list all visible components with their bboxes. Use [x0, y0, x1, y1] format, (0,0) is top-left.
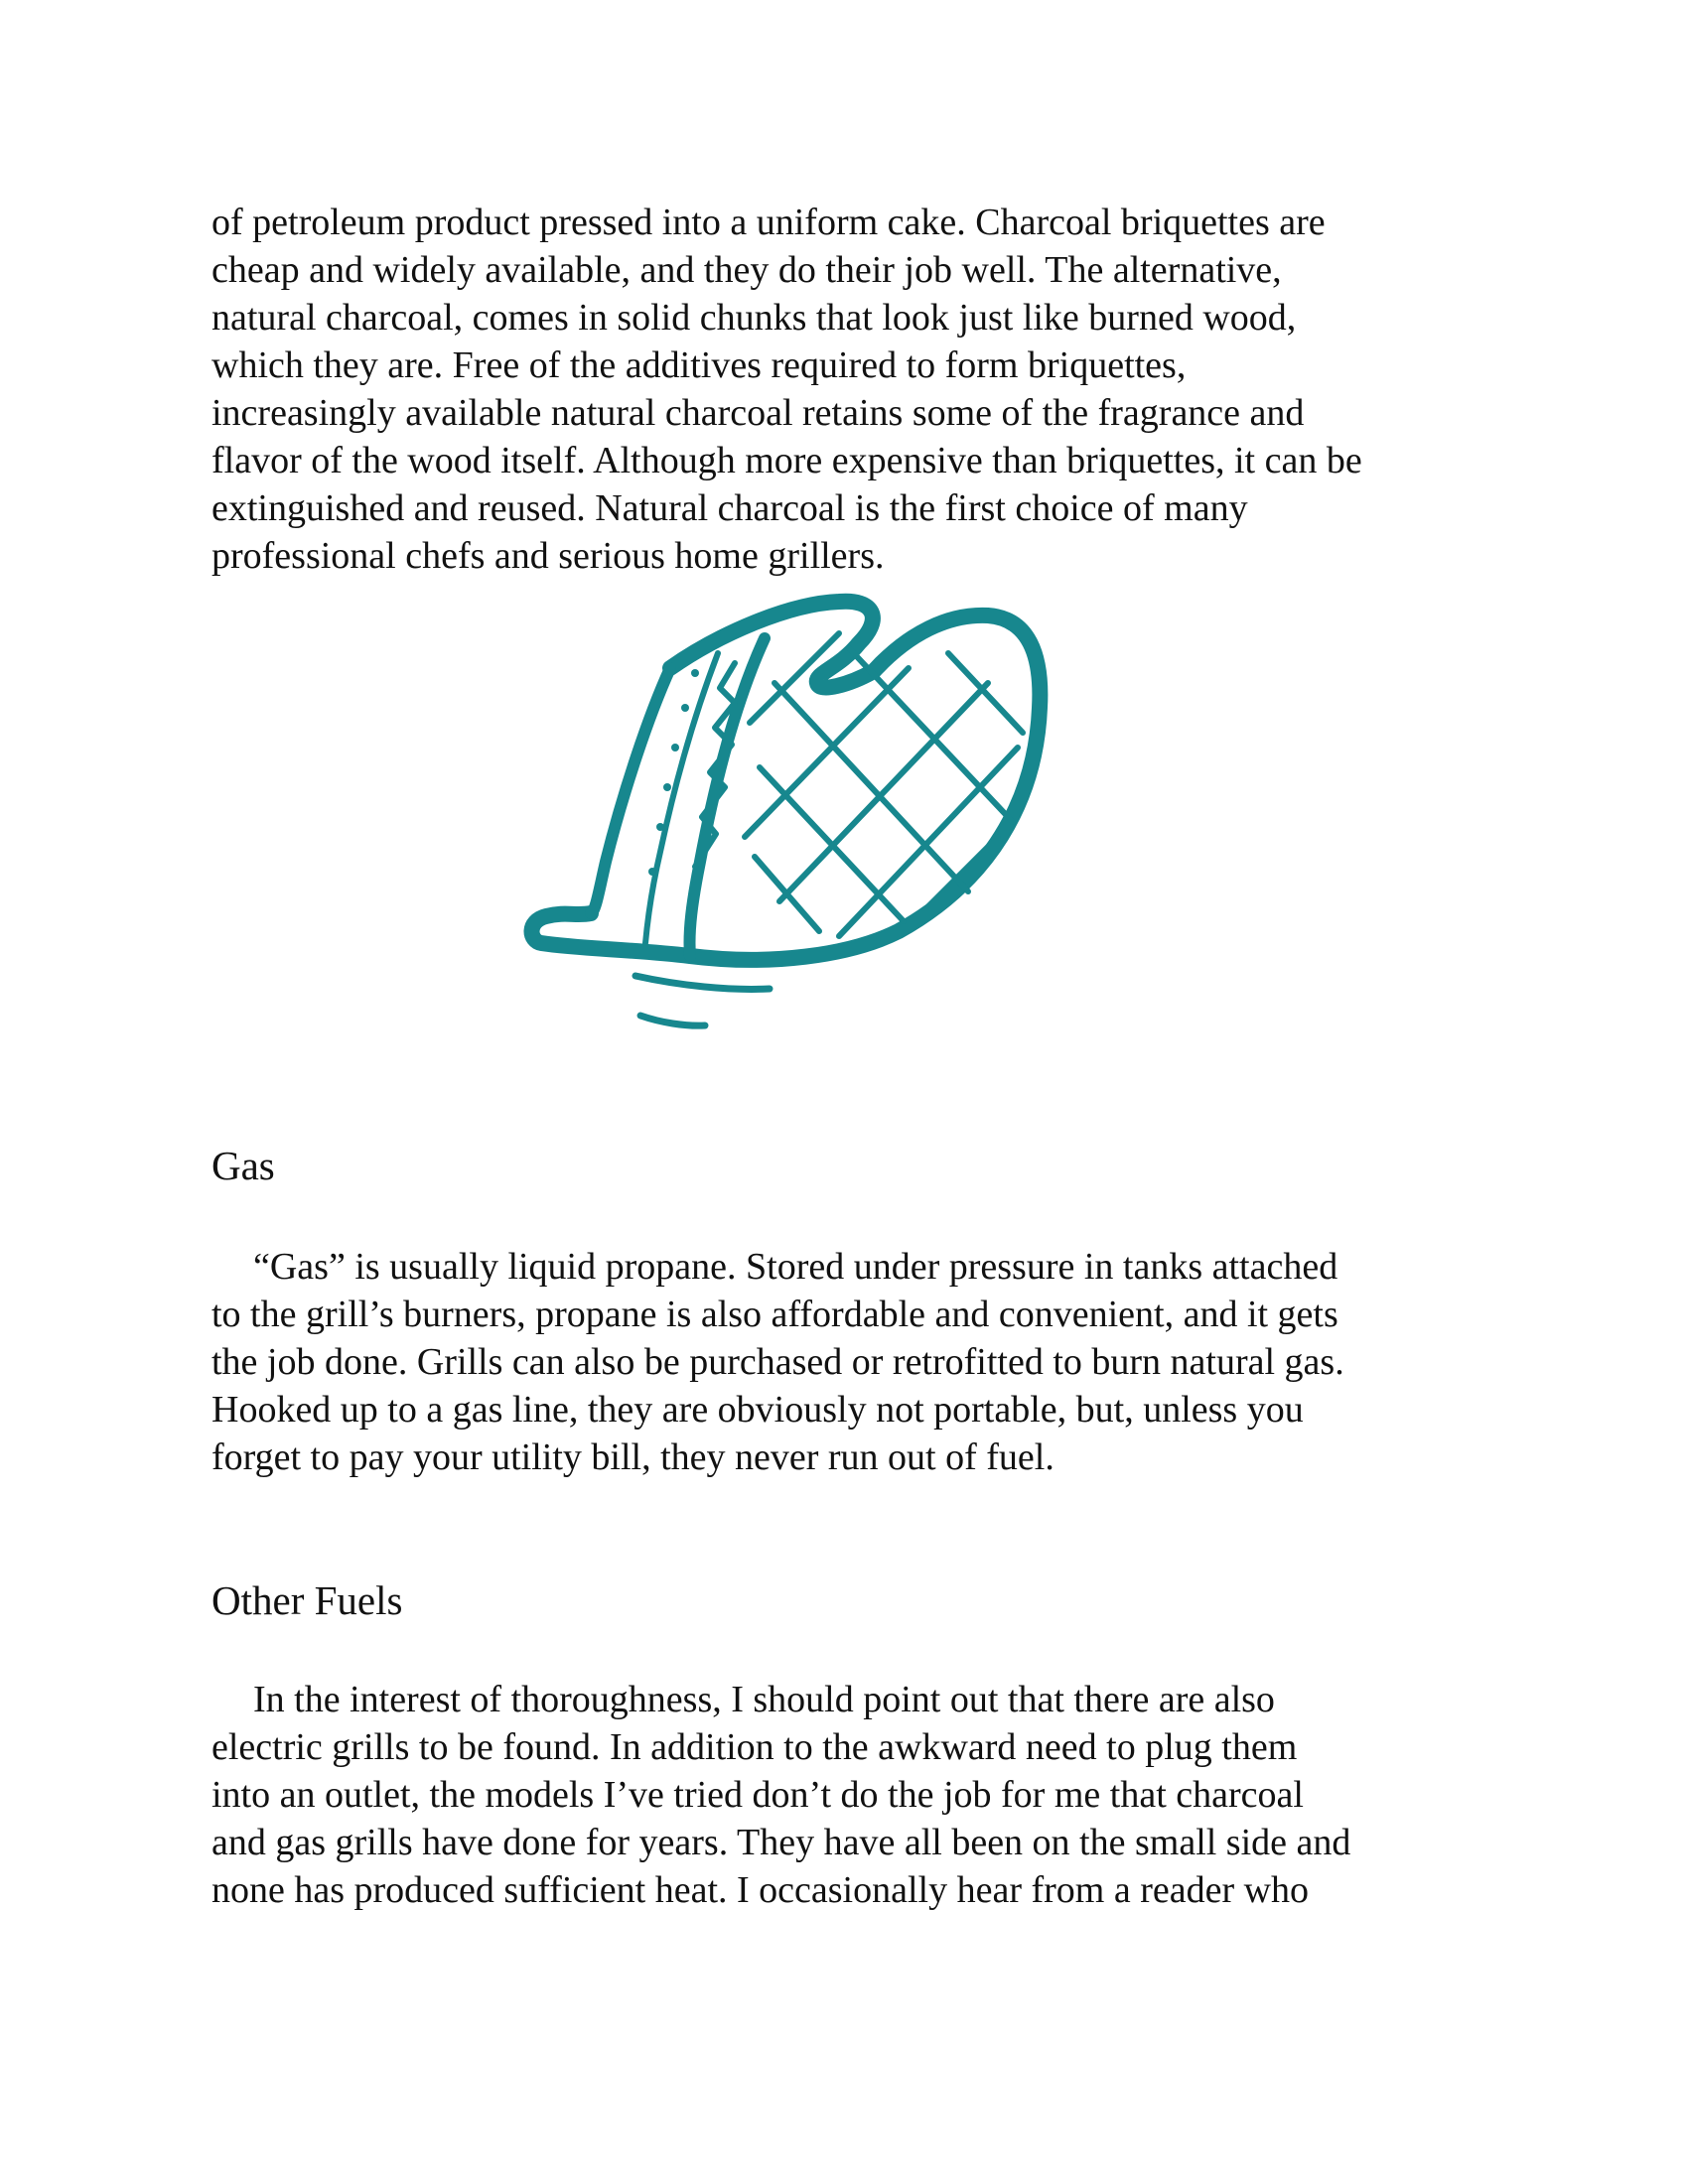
- paragraph-charcoal: [211, 199, 1502, 580]
- text-line: of petroleum product pressed into a uniform cake. Charcoal briquettes are: [211, 202, 1326, 243]
- heading-other-fuels: Other Fuels: [211, 1577, 403, 1623]
- text-line: increasingly available natural charcoal retains some of the fragrance and: [211, 392, 1305, 434]
- text-line: forget to pay your utility bill, they never run out of fuel.: [211, 1436, 1055, 1478]
- text-line: which they are. Free of the additives required to form briquettes,: [211, 344, 1187, 386]
- text-line: professional chefs and serious home grillers.: [211, 535, 885, 577]
- text-line: extinguished and reused. Natural charcoal is the first choice of many: [211, 487, 1248, 529]
- text-line: [211, 1243, 1502, 1291]
- text-line: [211, 1676, 1502, 1723]
- text-line: cheap and widely available, and they do their job well. The alternative,: [211, 249, 1282, 291]
- text-line-content: “Gas” is usually liquid propane. Stored under pressure in tanks attached: [253, 1246, 1338, 1288]
- text-line: the job done. Grills can also be purchased or retrofitted to burn natural gas.: [211, 1341, 1344, 1383]
- text-line: into an outlet, the models I’ve tried don’t do the job for me that charcoal: [211, 1774, 1304, 1816]
- text-line: natural charcoal, comes in solid chunks that look just like burned wood,: [211, 297, 1297, 339]
- text-line: to the grill’s burners, propane is also affordable and convenient, and it gets: [211, 1294, 1338, 1335]
- paragraph-other-fuels: [211, 1676, 1502, 1914]
- text-line: electric grills to be found. In addition to the awkward need to plug them: [211, 1726, 1298, 1768]
- heading-gas: Gas: [211, 1143, 275, 1188]
- text-line-content: In the interest of thoroughness, I should point out that there are also: [253, 1679, 1275, 1720]
- text-line: none has produced sufficient heat. I occasionally hear from a reader who: [211, 1869, 1310, 1911]
- paragraph-gas: [211, 1243, 1502, 1481]
- text-line: and gas grills have done for years. They have all been on the small side and: [211, 1822, 1351, 1863]
- text-line: flavor of the wood itself. Although more expensive than briquettes, it can be: [211, 440, 1362, 481]
- text-line: Hooked up to a gas line, they are obviously not portable, but, unless you: [211, 1389, 1304, 1431]
- oven-mitt-icon: [521, 574, 1167, 1040]
